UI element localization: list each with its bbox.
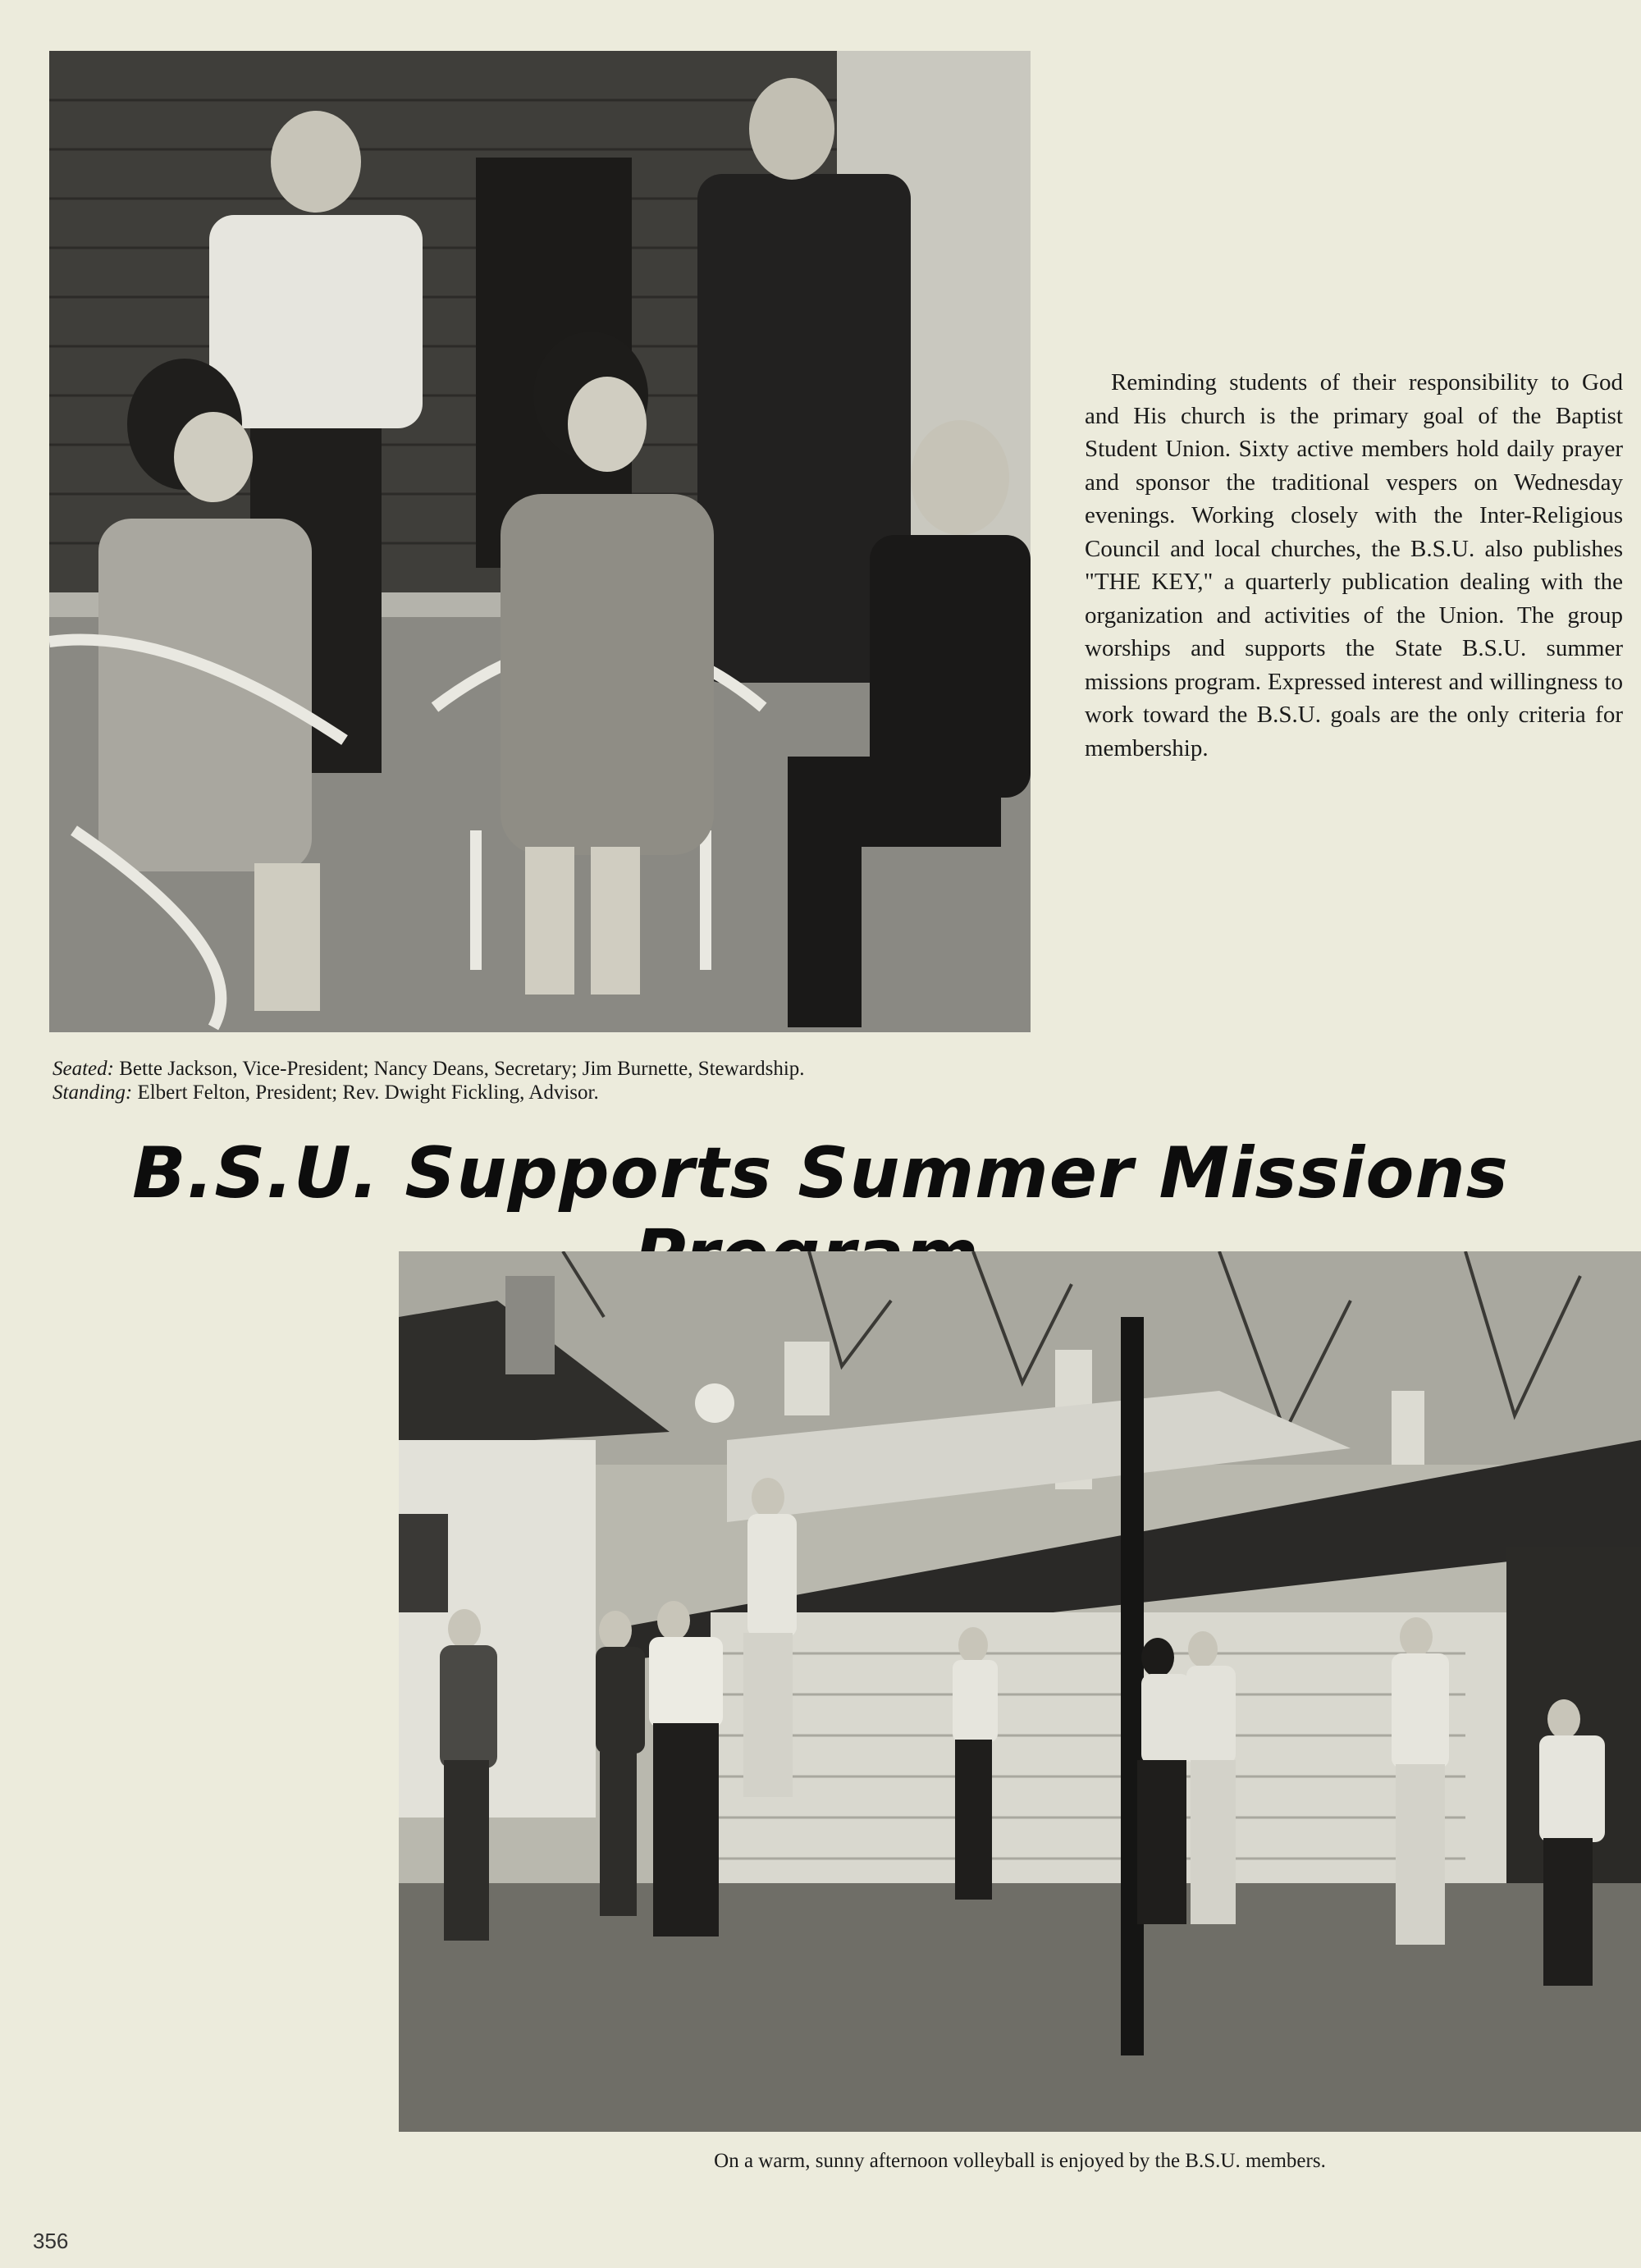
caption-seated-label: Seated: — [53, 1058, 114, 1080]
body-text: Reminding students of their responsibility to God and His church is the primary goal of the Baptist Student Union. Sixty active members hold daily prayer and sponsor the traditional vespers on Wednesday evenings. Working closely with the Inter-Religious Council and local churches, the B.S.U. also publishes "THE KEY," a quarterly publication dealing with the organization and activities of the Union. The group worships and supports the State B.S.U. summer missions program. Expressed interest and willingness to work toward the B.S.U. goals are the only criteria for membership. — [1085, 369, 1623, 761]
officers-photo — [49, 51, 1031, 1032]
page-number: 356 — [33, 2229, 69, 2253]
caption-seated-line — [53, 1057, 1034, 1081]
caption-standing-label: Standing: — [53, 1081, 133, 1104]
volleyball-photo — [399, 1251, 1641, 2132]
caption-standing-line — [53, 1081, 1034, 1104]
officers-caption — [53, 1057, 1034, 1104]
volleyball-caption: On a warm, sunny afternoon volleyball is enjoyed by the B.S.U. members. — [714, 2150, 1326, 2172]
caption-seated-text: Bette Jackson, Vice-President; Nancy Deans, Secretary; Jim Burnette, Stewardship. — [119, 1058, 805, 1080]
headline: B.S.U. Supports Summer Missions — [132, 1132, 1509, 1214]
caption-standing-text: Elbert Felton, President; Rev. Dwight Fickling, Advisor. — [137, 1081, 599, 1104]
